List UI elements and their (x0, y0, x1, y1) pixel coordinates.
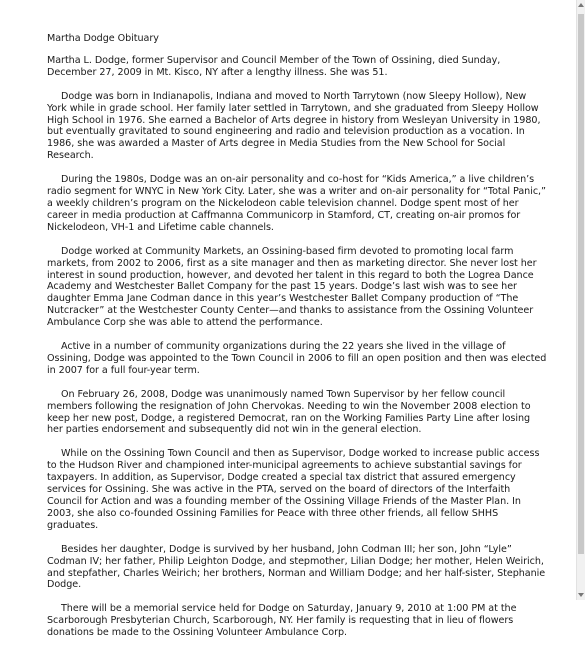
vertical-scrollbar[interactable] (576, 0, 585, 600)
paragraph-accomplishments: While on the Ossining Town Council and then as Supervisor, Dodge worked to increase public access to the Hudson River and championed inter-municipal agreements to achieve substantial savings for taxpayers. In addition, as Supervisor, Dodge created a special tax district that assured emergency services for Ossining. She was active in the PTA, served on the board of directors of the Interfaith Council for Action and was a founding member of the Ossining Village Friends of the Master Plan. In 2003, she also co-founded Ossining Families for Peace with three other friends, all fellow SHHS graduates. (47, 448, 540, 531)
scroll-down-arrow-icon[interactable] (578, 593, 584, 597)
paragraph-memorial-service: There will be a memorial service held for Dodge on Saturday, January 9, 2010 at 1:00 PM at the Scarborough Presbyterian Church, Scarborough, NY. Her family is requesting that in lieu of flowers donations be made to the Ossining Volunteer Ambulance Corp. (47, 603, 517, 639)
paragraph-intro: Martha L. Dodge, former Supervisor and Council Member of the Town of Ossining, died Sunday, December 27, 2009 in Mt. Kisco, NY after a lengthy illness. She was 51. (47, 54, 501, 78)
obituary-document (47, 33, 547, 651)
paragraph-town-council: Active in a number of community organizations during the 22 years she lived in the village of Ossining, Dodge was appointed to the Town Council in 2006 to fill an open position and then was elected in 2007 for a full four-year term. (47, 341, 547, 376)
document-title: Martha Dodge Obituary (47, 33, 159, 44)
paragraph-community-markets: Dodge worked at Community Markets, an Ossining-based firm devoted to promoting local farm markets, from 2002 to 2006, first as a site manager and then as marketing director. She never lost her interest in sound production, however, and devoted her talent in this regard to both the Logrea Dance Academy and Westchester Ballet Company for the past 15 years. Dodge’s last wish was to see her daughter Emma Jane Codman dance in this year’s Westchester Ballet Company production of “The Nutcracker” at the Westchester County Center—and thanks to assistance from the Ossining Volunteer Ambulance Corp she was able to attend the performance. (47, 245, 537, 329)
paragraph-media-career: During the 1980s, Dodge was an on-air personality and co-host for “Kids America,” a live children’s radio segment for WNYC in New York City. Later, she was a writer and on-air personality for “Total Panic,” a weekly children’s program on the Nickelodeon cable television channel. Dodge spent most of her career in media production at Caffmanna Communicorp in Stamford, CT, creating on-air promos for Nickelodeon, VH-1 and Lifetime cable channels. (47, 174, 546, 233)
paragraph-supervisor: On February 26, 2008, Dodge was unanimously named Town Supervisor by her fellow council members following the resignation of John Chervokas. Needing to win the November 2008 election to keep her new post, Dodge, a registered Democrat, ran on the Working Families Party Line after losing her parties endorsement and subsequently did not win in the general election. (47, 388, 531, 436)
scrollbar-thumb[interactable] (578, 14, 584, 554)
paragraph-early-life: Dodge was born in Indianapolis, Indiana and moved to North Tarrytown (now Sleepy Hollow), New York while in grade school. Her family later settled in Tarrytown, and she graduated from Sleepy Hollow High School in 1976. She earned a Bachelor of Arts degree in history from Wesleyan University in 1980, but eventually gravitated to sound engineering and radio and television production as a vocation. In 1986, she was awarded a Master of Arts degree in Media Studies from the New School for Social Research. (47, 90, 541, 162)
paragraph-survivors: Besides her daughter, Dodge is survived by her husband, John Codman III; her son, John “Lyle” Codman IV; her father, Philip Leighton Dodge, and stepmother, Lilian Dodge; her mother, Helen Weirich, and stepfather, Charles Weirich; her brothers, Norman and William Dodge; and her half-sister, Stephanie Dodge. (47, 543, 546, 591)
scroll-up-arrow-icon[interactable] (578, 3, 584, 7)
